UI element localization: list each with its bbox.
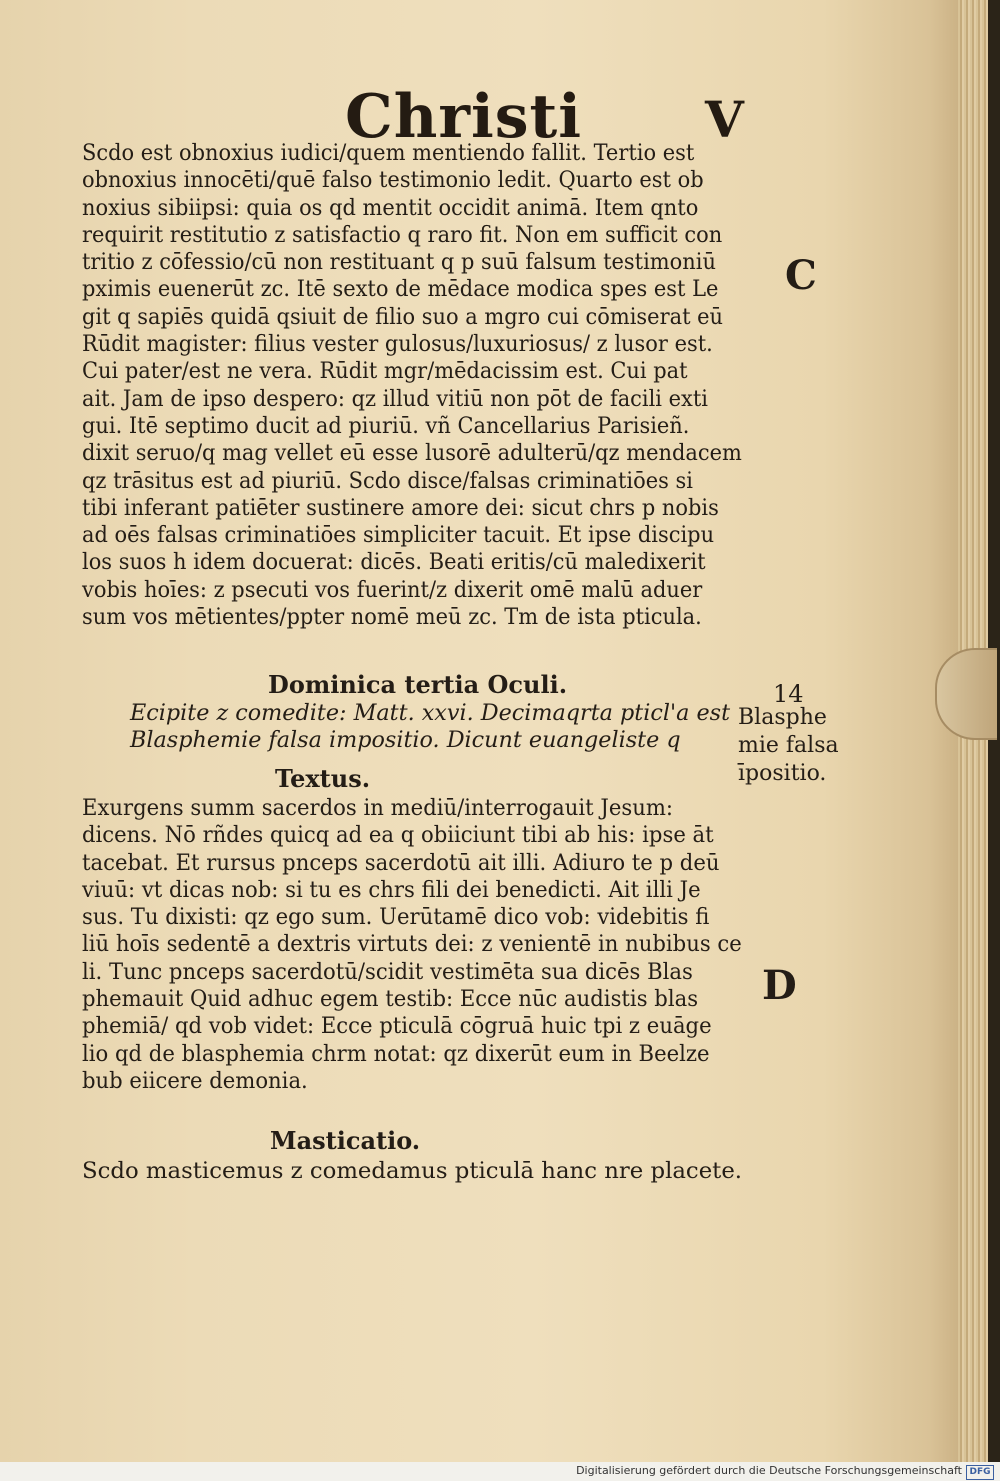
text-line: Cui pater/est ne vera. Rūdit mgr/mēdacissim est. Cui pat <box>82 358 688 385</box>
masticatio-heading: Masticatio. <box>270 1126 421 1155</box>
text-line: vobis hoīes: z psecuti vos fuerint/z dixerit omē malū aduer <box>82 576 703 603</box>
section-heading: Dominica tertia Oculi. <box>268 670 568 699</box>
text-line: Blasphemie falsa impositio. Dicunt euangeliste q <box>130 727 681 754</box>
running-head: Christi <box>345 82 583 152</box>
text-line: ad oēs falsas criminatiōes simpliciter tacuit. Et ipse discipu <box>82 522 715 549</box>
main-text-block <box>82 140 791 631</box>
text-line: Ecipite z comedite: Matt. xxvi. Decimaqrta pticl'a est <box>130 700 731 726</box>
textus-block <box>82 795 784 1095</box>
footer-bar <box>0 1462 1000 1481</box>
intro-block <box>130 700 736 755</box>
text-line: requirit restitutio z satisfactio q raro fit. Non em sufficit con <box>82 221 723 248</box>
text-line: dixit seruo/q mag vellet eū esse lusorē adulterū/qz mendacem <box>82 440 742 467</box>
text-line: gui. Itē septimo ducit ad piuriū. vñ Cancellarius Parisieñ. <box>82 412 690 439</box>
margin-number: 14 <box>773 680 804 708</box>
text-line: los suos h idem docuerat: dicēs. Beati eritis/cū maledixerit <box>82 549 706 576</box>
text-line: bub eiicere demonia. <box>82 1067 308 1094</box>
text-line: tacebat. Et rursus pnceps sacerdotū ait illi. Adiuro te p deū <box>82 849 720 876</box>
text-line: Scdo est obnoxius iudici/quem mentiendo fallit. Tertio est <box>82 140 695 166</box>
text-line: obnoxius innocēti/quē falso testimonio ledit. Quarto est ob <box>82 167 704 194</box>
binding-clasp <box>935 648 997 740</box>
funding-credit: Digitalisierung gefördert durch die Deutsche Forschungsgemeinschaft <box>576 1464 962 1477</box>
text-line: phemauit Quid adhuc egem testib: Ecce nūc audistis blas <box>82 986 699 1013</box>
margin-gloss-line: mie falsa <box>738 733 839 758</box>
text-line: pximis euenerūt zc. Itē sexto de mēdace modica spes est Le <box>82 276 719 303</box>
textus-heading: Textus. <box>275 764 371 793</box>
margin-gloss-line: Blasphe <box>738 705 827 730</box>
margin-section-letter: D <box>762 962 797 1009</box>
text-line: qz trāsitus est ad piuriū. Scdo disce/falsas criminatiōes si <box>82 467 693 494</box>
text-line: git q sapiēs quidā qsiuit de filio suo a mgro cui cōmiserat eū <box>82 303 724 330</box>
folio-number: V <box>705 90 744 149</box>
text-line: phemiā/ qd vob videt: Ecce pticulā cōgruā huic tpi z euāge <box>82 1013 712 1040</box>
text-line: tibi inferant patiēter sustinere amore dei: sicut chrs p nobis <box>82 494 719 521</box>
text-line: Rūdit magister: filius vester gulosus/luxuriosus/ z lusor est. <box>82 331 713 358</box>
text-line: ait. Jam de ipso despero: qz illud vitiū non pōt de facili exti <box>82 385 708 412</box>
margin-gloss-line: īpositio. <box>738 761 827 786</box>
text-line: Scdo masticemus z comedamus pticulā hanc nre placete. <box>82 1158 743 1184</box>
margin-section-letter: C <box>785 252 817 299</box>
text-line: tritio z cōfessio/cū non restituant q p suū falsum testimoniū <box>82 249 716 276</box>
text-line: dicens. Nō rñdes quicq ad ea q obiiciunt tibi ab his: ipse āt <box>82 822 714 849</box>
text-line: liū hoīs sedentē a dextris virtuts dei: z venientē in nubibus ce <box>82 931 742 958</box>
text-line: lio qd de blasphemia chrm notat: qz dixerūt eum in Beelze <box>82 1040 710 1067</box>
margin-gloss <box>738 704 839 788</box>
masticatio-block <box>82 1158 743 1185</box>
text-line: noxius sibiipsi: quia os qd mentit occidit animā. Item qnto <box>82 194 699 221</box>
dfg-logo: DFG <box>966 1465 994 1480</box>
text-line: sum vos mētientes/ppter nomē meū zc. Tm de ista pticula. <box>82 604 702 631</box>
text-line: sus. Tu dixisti: qz ego sum. Uerūtamē dico vob: videbitis fi <box>82 904 710 931</box>
text-line: Exurgens summ sacerdos in mediū/interrogauit Jesum: <box>82 795 674 821</box>
text-line: viuū: vt dicas nob: si tu es chrs fili dei benedicti. Ait illi Je <box>82 876 701 903</box>
text-line: li. Tunc pnceps sacerdotū/scidit vestimēta sua dicēs Blas <box>82 958 693 985</box>
